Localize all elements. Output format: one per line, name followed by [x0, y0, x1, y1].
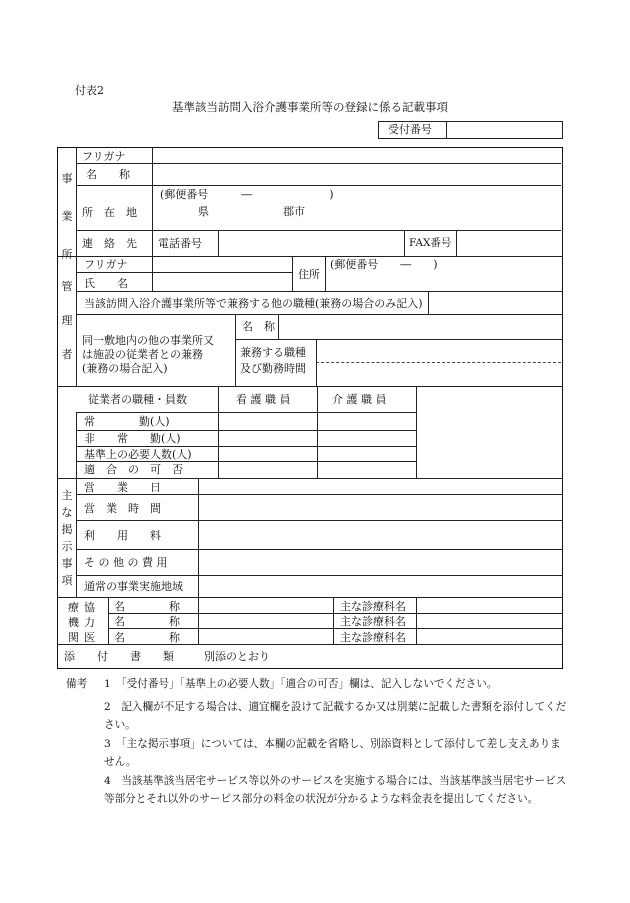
remark-4: 4 当該基準該当居宅サービス等以外のサービスを実施する場合には、当該基準該当居宅サービス等部分とそれ以外のサービス部分の料金の状況が分かるような料金表を提出してください。 — [104, 775, 567, 805]
staff-row-fulltime: 常 勤(人) — [84, 415, 170, 428]
concurrent-label-2: は施設の従業者との兼務 — [82, 348, 203, 361]
office-fax-label: FAX番号 — [409, 237, 452, 249]
form-number: 付表2 — [75, 84, 104, 97]
office-phone-label: 電話番号 — [158, 237, 202, 250]
manager-name-label: 氏 名 — [84, 277, 128, 290]
attached-docs-label: 添 付 書 類 — [64, 650, 174, 663]
concurrent-label-1: 同一敷地内の他の事業所又 — [82, 334, 214, 347]
staff-header: 従業者の職種・員数 — [88, 393, 187, 406]
staff-row-required: 基準上の必要人数(人) — [84, 448, 192, 461]
medical-dept-label-1: 主な診療科名 — [340, 600, 406, 613]
medical-side-char: 協 — [84, 601, 95, 614]
staff-row-parttime: 非 常 勤(人) — [84, 432, 181, 445]
medical-name-label-1: 名 称 — [114, 600, 180, 613]
office-furigana-label: フリガナ — [82, 150, 126, 163]
medical-side-col1 — [68, 600, 79, 645]
office-address-label: 所 在 地 — [82, 206, 137, 219]
notice-fee: 利 用 料 — [84, 529, 161, 542]
medical-side-char: 関 — [68, 631, 79, 644]
concurrent-role-label-1: 兼務する職種 — [240, 346, 306, 359]
office-side-label: 事業所 — [61, 172, 73, 261]
remark-1: 1 「受付番号」「基準上の必要人数」「適合の可否」欄は、記入しないでください。 — [104, 678, 498, 690]
notice-other-costs: そ の 他 の 費 用 — [84, 556, 168, 569]
attached-docs-value: 別添のとおり — [204, 650, 270, 663]
nurse-column-header: 看 護 職 員 — [236, 393, 291, 406]
office-name-label: 名 称 — [86, 168, 130, 181]
medical-side-col2 — [84, 600, 95, 645]
manager-address-label: 住所 — [298, 268, 320, 281]
office-postal-code[interactable]: (郵便番号 ― ) — [160, 188, 334, 201]
medical-side-char: 力 — [84, 616, 95, 629]
office-prefecture: 県 — [198, 205, 209, 218]
manager-furigana-label: フリガナ — [84, 258, 128, 271]
care-column-header: 介 護 職 員 — [332, 393, 387, 406]
manager-postal-code[interactable]: (郵便番号 ― ) — [330, 258, 438, 271]
medical-name-label-3: 名 称 — [114, 631, 180, 644]
notice-business-days: 営 業 日 — [84, 481, 161, 494]
notices-side-label: 主な掲示事項 — [61, 489, 73, 587]
concurrent-label-3: (兼務の場合記入) — [82, 362, 168, 375]
remarks-title: 備考 — [66, 678, 88, 690]
page-title: 基準該当訪問入浴介護事業所等の登録に係る記載事項 — [172, 100, 448, 114]
medical-side-char: 医 — [84, 631, 95, 644]
concurrent-role-label-2: 及び勤務時間 — [240, 362, 306, 375]
receipt-number-label: 受付番号 — [388, 123, 432, 136]
facility-name-label: 名 称 — [242, 320, 275, 333]
medical-dept-label-3: 主な診療科名 — [340, 631, 406, 644]
medical-side-char: 療 — [68, 601, 79, 614]
manager-other-role-label: 当該訪問入浴介護事業所等で兼務する他の職種(兼務の場合のみ記入) — [84, 297, 423, 310]
notice-service-area: 通常の事業実施地域 — [84, 580, 183, 593]
medical-side-char: 機 — [68, 616, 79, 629]
office-contact-label: 連 絡 先 — [82, 237, 137, 250]
office-city: 郡市 — [283, 205, 305, 218]
medical-name-label-2: 名 称 — [114, 615, 180, 628]
staff-row-conformity: 適 合 の 可 否 — [84, 463, 183, 476]
remark-3: 3 「主な掲示事項」については、本欄の記載を省略し、別添資料として添付して差し支えありません。 — [104, 738, 561, 768]
remark-2: 2 記入欄が不足する場合は、適宜欄を設けて記載するか又は別葉に記載した書類を添付してください。 — [104, 701, 567, 731]
medical-dept-label-2: 主な診療科名 — [340, 615, 406, 628]
manager-side-label: 管理者 — [61, 280, 73, 361]
notice-business-hours: 営 業 時 間 — [84, 502, 161, 515]
